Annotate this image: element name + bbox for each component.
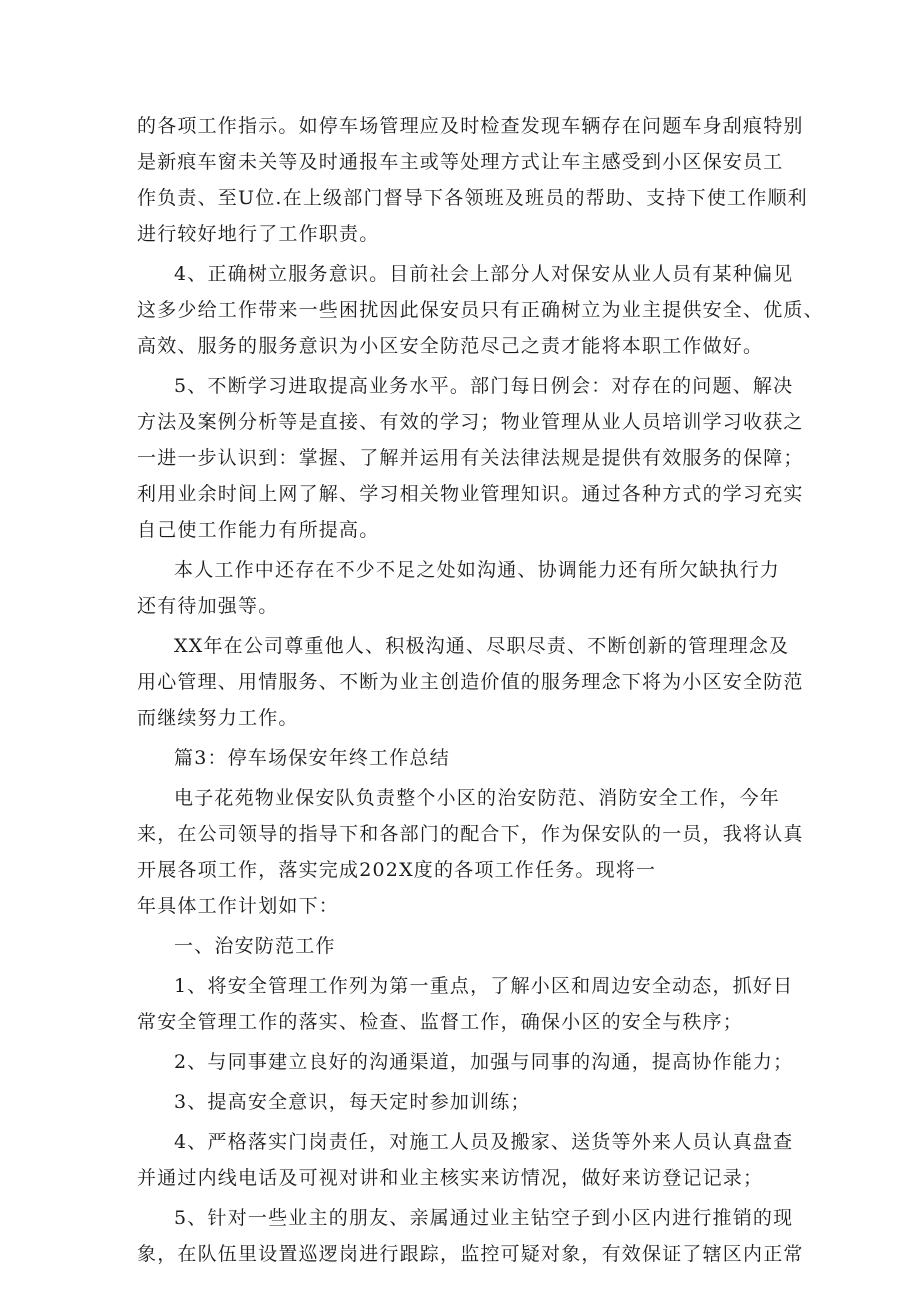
paragraph-line: 利用业余时间上网了解、学习相关物业管理知识。通过各种方式的学习充实 — [137, 483, 804, 505]
paragraph-line: 是新痕车窗未关等及时通报车主或等处理方式让车主感受到小区保安员工 — [137, 151, 784, 173]
paragraph-line: 本人工作中还存在不少不足之处如沟通、协调能力还有所欠缺执行力 — [174, 559, 781, 581]
paragraph-line: 开展各项工作，落实完成202X度的各项工作任务。现将一 — [137, 859, 657, 881]
paragraph-line: 5、针对一些业主的朋友、亲属通过业主钻空子到小区内进行推销的现 — [174, 1207, 794, 1229]
paragraph-line: 一进一步认识到：掌握、了解并运用有关法律法规是提供有效服务的保障； — [137, 447, 804, 469]
paragraph-line: 并通过内线电话及可视对讲和业主核实来访情况，做好来访登记记录； — [137, 1167, 764, 1189]
section-heading: 篇3：停车场保安年终工作总结 — [174, 747, 450, 769]
paragraph-line: 而继续努力工作。 — [137, 707, 299, 729]
paragraph-line: XX年在公司尊重他人、积极沟通、尽职尽责、不断创新的管理理念及 — [174, 635, 790, 657]
paragraph-line: 自己使工作能力有所提高。 — [137, 519, 380, 541]
paragraph-line: 4、正确树立服务意识。目前社会上部分人对保安从业人员有某种偏见 — [174, 263, 794, 285]
paragraph-line: 2、与同事建立良好的沟通渠道，加强与同事的沟通，提高协作能力； — [174, 1051, 794, 1073]
paragraph-line: 4、严格落实门岗责任，对施工人员及搬家、送货等外来人员认真盘查 — [174, 1131, 794, 1153]
paragraph-line: 用心管理、用情服务、不断为业主创造价值的服务理念下将为小区安全防范 — [137, 671, 804, 693]
paragraph-line: 进行较好地行了工作职责。 — [137, 223, 380, 245]
paragraph-line: 还有待加强等。 — [137, 595, 279, 617]
paragraph-line: 来，在公司领导的指导下和各部门的配合下，作为保安队的一员，我将认真 — [137, 823, 804, 845]
paragraph-line: 象，在队伍里设置巡逻岗进行跟踪，监控可疑对象，有效保证了辖区内正常 — [137, 1243, 804, 1265]
paragraph-line: 3、提高安全意识，每天定时参加训练； — [174, 1091, 531, 1113]
paragraph-line: 作负责、至U位.在上级部门督导下各领班及班员的帮助、支持下使工作顺利 — [137, 187, 808, 209]
paragraph-line: 的各项工作指示。如停车场管理应及时检查发现车辆存在问题车身刮痕特别 — [137, 115, 804, 137]
subsection-heading: 一、治安防范工作 — [174, 935, 336, 957]
paragraph-line: 1、将安全管理工作列为第一重点，了解小区和周边安全动态，抓好日 — [174, 975, 794, 997]
paragraph-line: 方法及案例分析等是直接、有效的学习；物业管理从业人员培训学习收获之 — [137, 411, 804, 433]
paragraph-line: 电子花苑物业保安队负责整个小区的治安防范、消防安全工作，今年 — [174, 787, 781, 809]
paragraph-line: 年具体工作计划如下： — [137, 895, 340, 917]
paragraph-line: 常安全管理工作的落实、检查、监督工作，确保小区的安全与秩序； — [137, 1011, 744, 1033]
paragraph-line: 高效、服务的服务意识为小区安全防范尽己之责才能将本职工作做好。 — [137, 335, 764, 357]
paragraph-line: 这多少给工作带来一些困扰因此保安员只有正确树立为业主提供安全、优质、 — [137, 299, 824, 321]
paragraph-line: 5、不断学习进取提高业务水平。部门每日例会：对存在的问题、解决 — [174, 375, 794, 397]
